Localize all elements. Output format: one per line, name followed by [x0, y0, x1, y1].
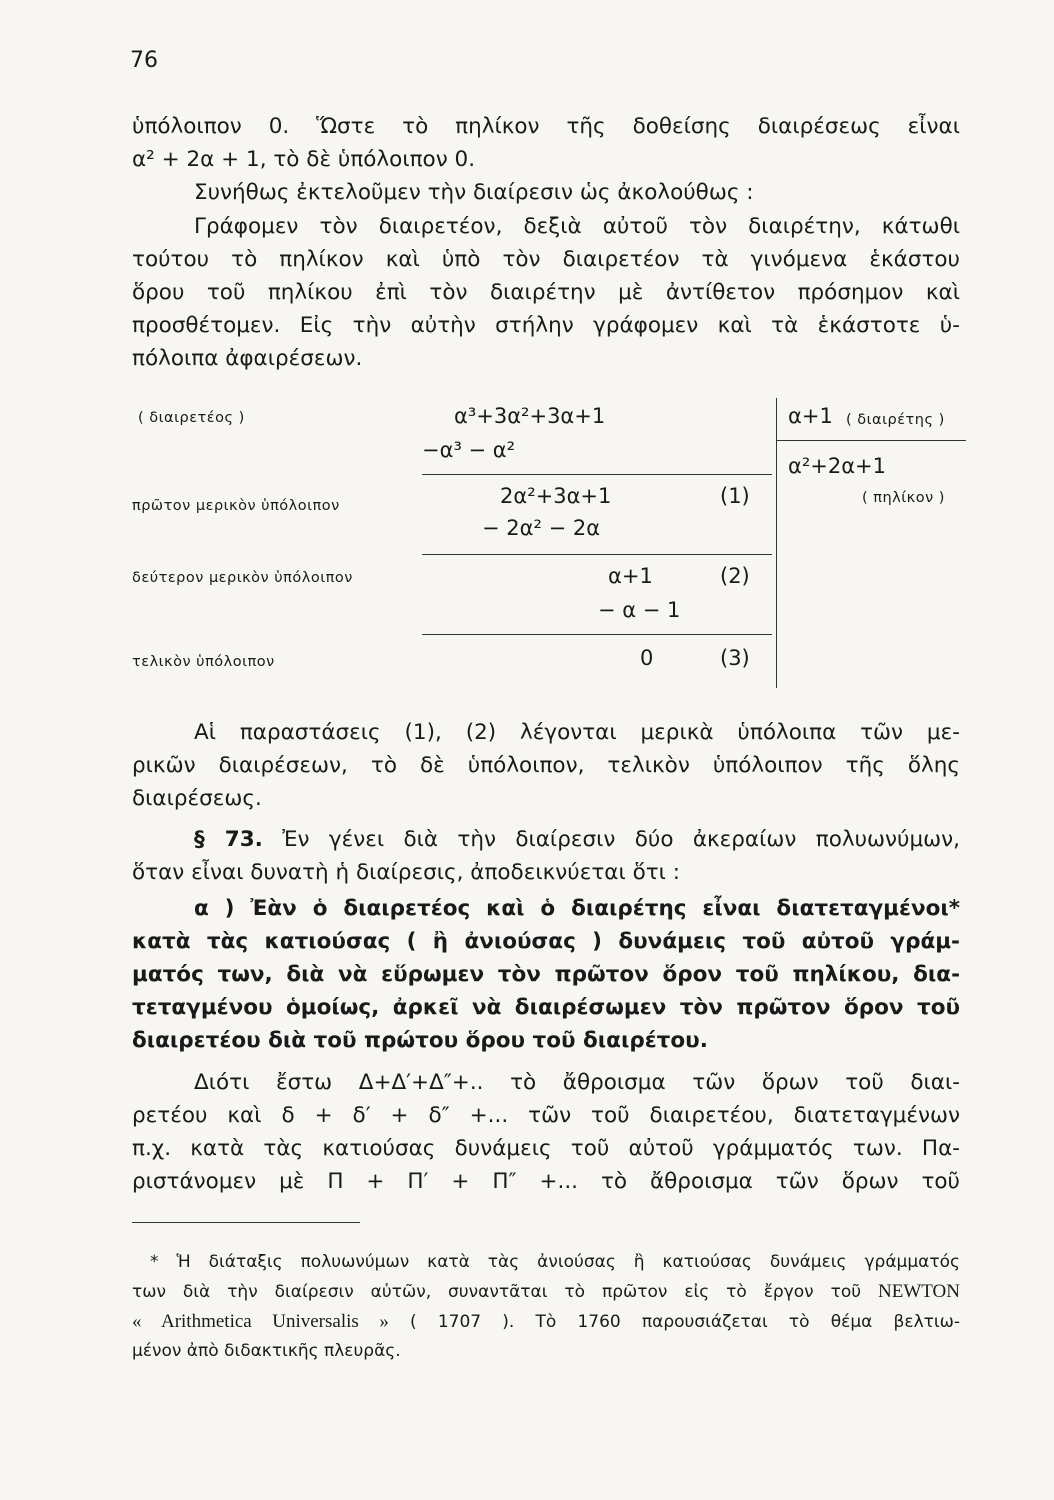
footnote-text: των διὰ τὴν διαίρεσιν αὐτῶν, συναντᾶται τὸ πρῶτον εἰς τὸ ἔργον τοῦ	[132, 1282, 862, 1302]
text-line: προσθέτομεν. Εἰς τὴν αὐτὴν στήλην γράφομεν καὶ τὰ ἑκάστοτε ὑ-	[132, 313, 960, 338]
text-line: ριστάνομεν μὲ Π + Π′ + Π″ +... τὸ ἄθροισμα τῶν ὅρων τοῦ	[132, 1169, 960, 1194]
text-line: ρετέου καὶ δ + δ′ + δ″ +... τῶν τοῦ διαιρετέου, διατεταγμένων	[132, 1103, 960, 1128]
paragraph-3	[132, 210, 960, 375]
rule-line	[422, 554, 772, 555]
footnote-line	[132, 1307, 960, 1337]
label-first-remainder: πρῶτον μερικὸν ὑπόλοιπον	[132, 498, 340, 514]
text-line: π.χ. κατὰ τὰς κατιούσας δυνάμεις τοῦ αὐτοῦ γράμματός των. Πα-	[132, 1136, 960, 1161]
paragraph-4	[132, 716, 960, 815]
dividend-expression: α³+3α²+3α+1	[454, 404, 606, 428]
final-remainder-mark: (3)	[720, 646, 750, 670]
final-remainder: 0	[640, 646, 654, 670]
subtract-step-2: − 2α² − 2α	[482, 516, 601, 540]
label-divisor: ( διαιρέτης )	[846, 412, 945, 428]
subtract-step-3: − α − 1	[598, 598, 681, 622]
label-quotient: ( πηλίκον )	[862, 490, 945, 506]
footnote-rule	[132, 1222, 360, 1223]
quotient-expression: α²+2α+1	[788, 454, 887, 478]
theorem-a	[132, 892, 960, 1057]
text-line: α ) Ἐὰν ὁ διαιρετέος καὶ ὁ διαιρέτης εἶναι διατεταγμένοι*	[194, 896, 960, 921]
footnote	[132, 1248, 960, 1366]
text-line	[132, 823, 960, 856]
text-line: τούτου τὸ πηλίκον καὶ ὑπὸ τὸν διαιρετέον τὰ γινόμενα ἑκάστου	[132, 247, 960, 272]
page-number: 76	[130, 48, 158, 73]
newton-name: NEWTON	[878, 1281, 960, 1302]
text-line: κατὰ τὰς κατιούσας ( ἢ ἀνιούσας ) δυνάμεις τοῦ αὐτοῦ γράμ-	[132, 929, 960, 954]
text-line: ματός των, διὰ νὰ εὕρωμεν τὸν πρῶτον ὅρον τοῦ πηλίκου, δια-	[132, 962, 960, 987]
remainder-2-mark: (2)	[720, 564, 750, 588]
label-final-remainder: τελικὸν ὑπόλοιπον	[132, 654, 275, 670]
paragraph-2	[132, 176, 960, 209]
divisor-expression: α+1	[788, 404, 833, 428]
section-73	[132, 823, 960, 889]
text-line: Γράφομεν τὸν διαιρετέον, δεξιὰ αὐτοῦ τὸν διαιρέτην, κάτωθι	[194, 214, 960, 239]
label-second-remainder: δεύτερον μερικὸν ὑπόλοιπον	[132, 570, 353, 586]
section-text: Ἐν γένει διὰ τὴν διαίρεσιν δύο ἀκεραίων πολυωνύμων,	[282, 827, 960, 852]
text-line: ὅρου τοῦ πηλίκου ἐπὶ τὸν διαιρέτην μὲ ἀντίθετον πρόσημον καὶ	[132, 280, 960, 305]
division-table	[132, 398, 972, 698]
text-line: τεταγμένου ὁμοίως, ἀρκεῖ νὰ διαιρέσωμεν τὸν πρῶτον ὅρον τοῦ	[132, 995, 960, 1020]
text-line: ὑπόλοιπον 0. Ὥστε τὸ πηλίκον τῆς δοθείσης διαιρέσεως εἶναι	[132, 114, 960, 139]
section-number: § 73.	[194, 827, 263, 852]
footnote-line: * Ἡ διάταξις πολυωνύμων κατὰ τὰς ἀνιούσας ἢ κατιούσας δυνάμεις γράμματός	[150, 1252, 960, 1272]
text-line: Διότι ἔστω Δ+Δ′+Δ″+.. τὸ ἄθροισμα τῶν ὅρων τοῦ διαι-	[194, 1070, 960, 1095]
subtract-step-1: −α³ − α²	[422, 438, 516, 462]
division-bar	[776, 398, 777, 688]
rule-line	[422, 474, 772, 475]
paragraph-1	[132, 110, 960, 176]
remainder-2: α+1	[608, 564, 653, 588]
rule-line	[422, 634, 772, 635]
footnote-text: ( 1707 ). Τὸ 1760 παρουσιάζεται τὸ θέμα βελτιω-	[410, 1312, 961, 1332]
text-line: α² + 2α + 1, τὸ δὲ ὑπόλοιπον 0.	[132, 147, 476, 172]
text-line: Συνήθως ἐκτελοῦμεν τὴν διαίρεσιν ὡς ἀκολούθως :	[194, 180, 754, 205]
text-line: Αἱ παραστάσεις (1), (2) λέγονται μερικὰ ὑπόλοιπα τῶν με-	[194, 720, 960, 745]
book-title: « Arithmetica Universalis »	[132, 1311, 389, 1332]
text-line: ὅταν εἶναι δυνατὴ ἡ διαίρεσις, ἀποδεικνύεται ὅτι :	[132, 860, 681, 885]
text-line: πόλοιπα ἀφαιρέσεων.	[132, 346, 363, 371]
paragraph-5	[132, 1066, 960, 1198]
footnote-line	[132, 1277, 960, 1307]
text-line: ρικῶν διαιρέσεων, τὸ δὲ ὑπόλοιπον, τελικὸν ὑπόλοιπον τῆς ὅλης	[132, 753, 960, 778]
remainder-1: 2α²+3α+1	[500, 484, 612, 508]
footnote-line: μένον ἀπὸ διδακτικῆς πλευρᾶς.	[132, 1341, 401, 1361]
text-line: διαιρέσεως.	[132, 786, 262, 811]
rule-line	[776, 440, 966, 441]
remainder-1-mark: (1)	[720, 484, 750, 508]
label-dividend: ( διαιρετέος )	[138, 410, 245, 426]
text-line: διαιρετέου διὰ τοῦ πρώτου ὅρου τοῦ διαιρέτου.	[132, 1028, 708, 1053]
